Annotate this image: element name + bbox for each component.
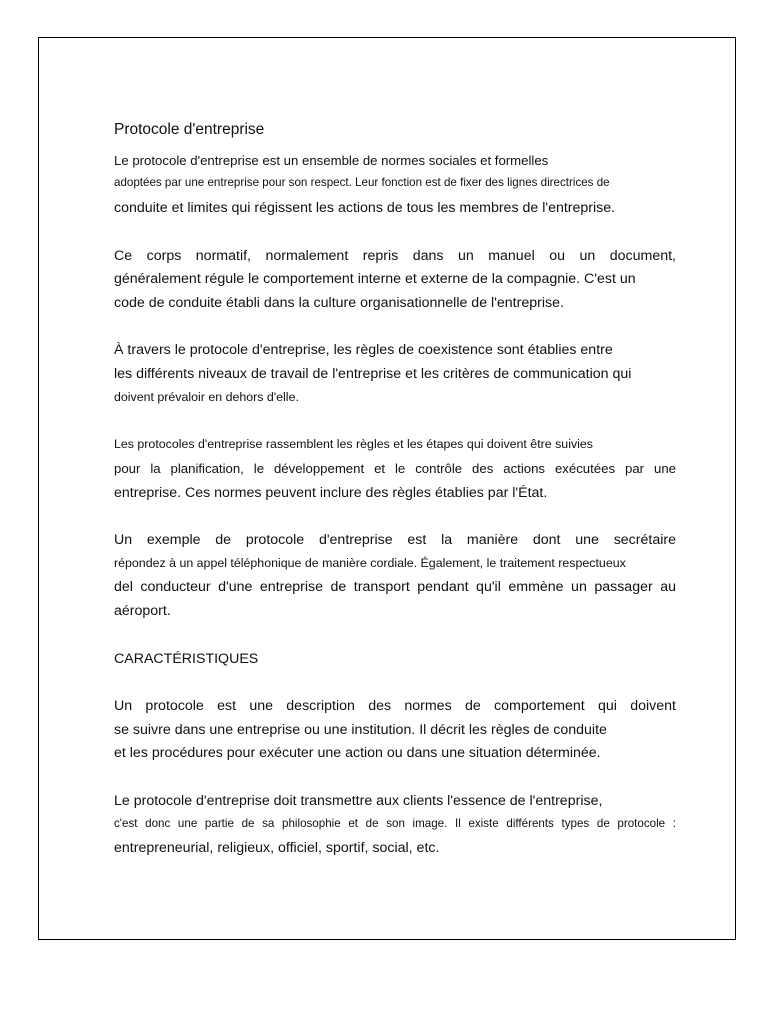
paragraph-3-line-3: doivent prévaloir en dehors d'elle. bbox=[114, 390, 299, 404]
section-paragraph-2-line-1: Le protocole d'entreprise doit transmettre aux clients l'essence de l'entreprise, bbox=[114, 793, 603, 809]
paragraph-2-line-3: code de conduite établi dans la culture organisationnelle de l'entreprise. bbox=[114, 295, 564, 311]
paragraph-5-line-1: Un exemple de protocole d'entreprise est la manière dont une secrétaire bbox=[114, 532, 676, 548]
paragraph-3-line-1: À travers le protocole d'entreprise, les règles de coexistence sont établies entre bbox=[114, 342, 613, 358]
document-title: Protocole d'entreprise bbox=[114, 121, 265, 138]
paragraph-5-line-3: del conducteur d'une entreprise de transport pendant qu'il emmène un passager au bbox=[114, 579, 676, 595]
paragraph-4-line-2: pour la planification, le développement et le contrôle des actions exécutées par une bbox=[114, 461, 676, 476]
paragraph-3-line-2: les différents niveaux de travail de l'entreprise et les critères de communication qui bbox=[114, 366, 632, 382]
section-paragraph-1-line-1: Un protocole est une description des normes de comportement qui doivent bbox=[114, 698, 676, 714]
paragraph-4-line-3: entreprise. Ces normes peuvent inclure des règles établies par l'État. bbox=[114, 485, 548, 501]
paragraph-1-line-3: conduite et limites qui régissent les actions de tous les membres de l'entreprise. bbox=[114, 200, 616, 216]
paragraph-2-line-1: Ce corps normatif, normalement repris dans un manuel ou un document, bbox=[114, 248, 676, 264]
paragraph-1-line-1: Le protocole d'entreprise est un ensemble de normes sociales et formelles bbox=[114, 153, 549, 168]
paragraph-2-line-2: généralement régule le comportement interne et externe de la compagnie. C'est un bbox=[114, 271, 636, 287]
paragraph-4-line-1: Les protocoles d'entreprise rassemblent les règles et les étapes qui doivent être suivies bbox=[114, 437, 593, 451]
paragraph-1-line-2: adoptées par une entreprise pour son respect. Leur fonction est de fixer des lignes directrices de bbox=[114, 176, 610, 189]
section-paragraph-2-line-2: c'est donc une partie de sa philosophie et de son image. Il existe différents types de protocole : bbox=[114, 817, 676, 830]
section-paragraph-1-line-2: se suivre dans une entreprise ou une institution. Il décrit les règles de conduite bbox=[114, 722, 607, 738]
section-paragraph-2-line-3: entrepreneurial, religieux, officiel, sportif, social, etc. bbox=[114, 840, 440, 856]
paragraph-5-line-2: répondez à un appel téléphonique de manière cordiale. Également, le traitement respectueux bbox=[114, 556, 626, 570]
section-paragraph-1-line-3: et les procédures pour exécuter une action ou dans une situation déterminée. bbox=[114, 745, 601, 761]
paragraph-5-line-4: aéroport. bbox=[114, 603, 171, 619]
section-heading: CARACTÉRISTIQUES bbox=[114, 651, 259, 667]
